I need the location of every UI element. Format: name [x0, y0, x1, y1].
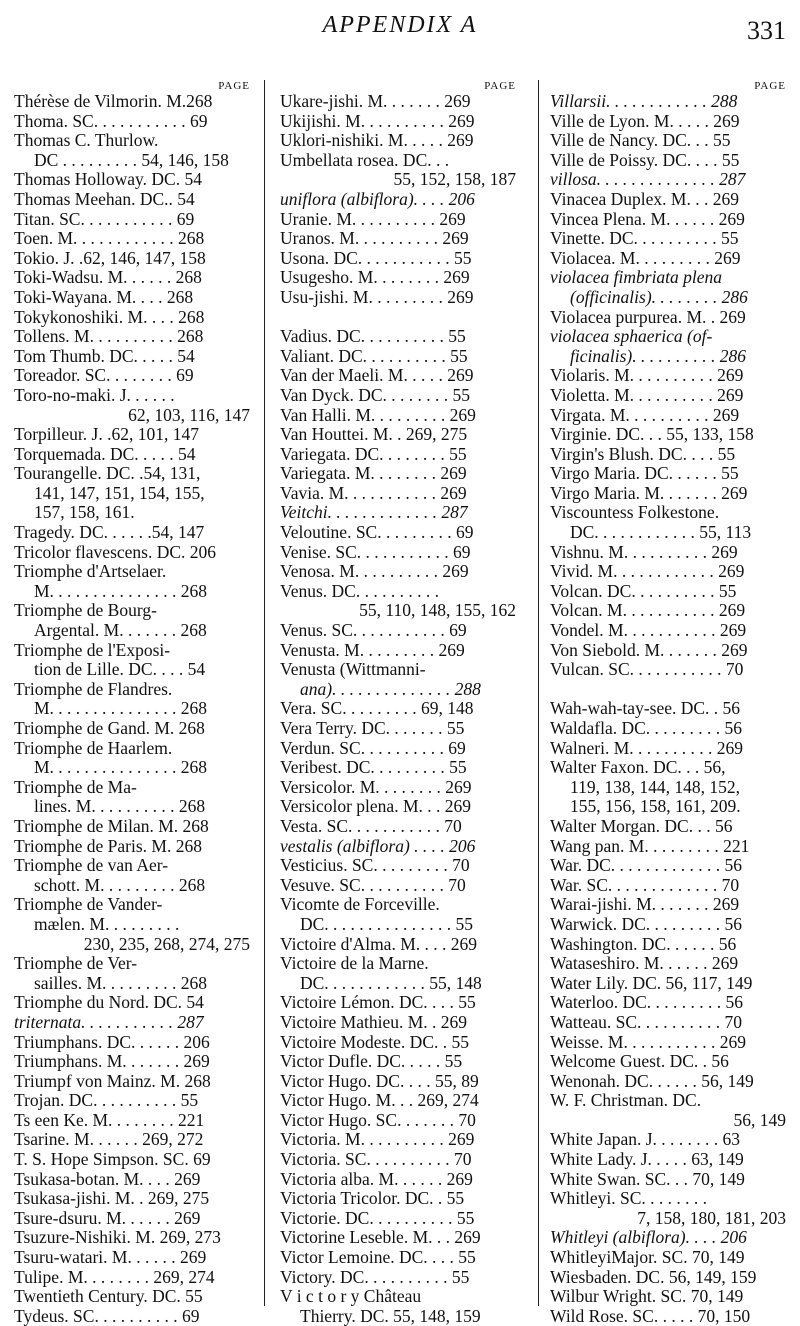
index-entry: Virgin's Blush. DC. . . . 55: [550, 444, 736, 464]
index-entry: Warai-jishi. M. . . . . . . 269: [550, 895, 740, 915]
index-entry: Venusta. M. . . . . . . . . 269: [280, 640, 465, 660]
index-entry: Tsukasa-jishi. M. . 269, 275: [14, 1189, 210, 1209]
index-entry: Vavia. M. . . . . . . . . . . 269: [280, 483, 467, 503]
index-entry: Thierry. DC. 55, 148, 159: [300, 1306, 481, 1326]
index-entry: 55, 110, 148, 155, 162: [359, 601, 516, 621]
index-entry: Triomphe de l'Exposi-: [14, 640, 171, 660]
index-entry: Washington. DC. . . . . . 56: [550, 934, 737, 954]
index-entry: Toreador. SC. . . . . . . . 69: [14, 366, 194, 386]
index-entry: Vinette. DC. . . . . . . . . . 55: [550, 229, 739, 249]
index-entry: 155, 156, 158, 161, 209.: [570, 797, 741, 817]
index-entry: Waldafla. DC. . . . . . . . . 56: [550, 719, 743, 738]
index-entry: Vadius. DC. . . . . . . . . . 55: [280, 327, 466, 347]
index-entry: Victor Hugo. M. . . 269, 274: [280, 1091, 479, 1111]
index-entry: 230, 235, 268, 274, 275: [83, 934, 250, 954]
index-entry: Walter Morgan. DC. . . 56: [550, 816, 733, 836]
index-entry: Ville de Lyon. M. . . . . 269: [550, 111, 740, 131]
index-entry: WhitleyiMajor. SC. 70, 149: [550, 1248, 745, 1268]
index-entry: Vincea Plena. M. . . . . . 269: [550, 209, 745, 229]
index-entry: 7, 158, 180, 181, 203: [637, 1208, 786, 1228]
index-entry: War. DC. . . . . . . . . . . . . 56: [550, 856, 743, 876]
index-entry: Walter Faxon. DC. . . 56,: [550, 758, 726, 778]
index-entry: violacea sphaerica (of-: [550, 327, 713, 347]
index-entry: Triomphe de Milan. M. 268: [14, 816, 209, 836]
column-divider: [538, 80, 539, 1306]
index-entry: Waterloo. DC. . . . . . . . . 56: [550, 993, 744, 1013]
index-entry: Wild Rose. SC. . . . . 70, 150: [550, 1306, 751, 1326]
index-entry: Virginie. DC. . . 55, 133, 158: [550, 425, 754, 445]
index-entry: Triumpf von Mainz. M. 268: [14, 1071, 211, 1091]
index-entry: Venus. DC. . . . . . . . . .: [280, 581, 439, 601]
index-entry: DC . . . . . . . . . 54, 146, 158: [34, 150, 229, 170]
index-entry: Viscountess Folkestone.: [550, 503, 720, 523]
index-entry: lines. M. . . . . . . . . . 268: [34, 797, 206, 817]
index-entry: Van Halli. M. . . . . . . . . 269: [280, 405, 476, 425]
index-entry: sailles. M. . . . . . . . . 268: [34, 973, 208, 993]
index-entry: Venusta (Wittmanni-: [280, 660, 426, 680]
index-entry: Versicolor. M. . . . . . . . 269: [280, 777, 472, 797]
index-entry: Triomphe de Flandres.: [14, 679, 173, 699]
index-entry: Veribest. DC. . . . . . . . . 55: [280, 758, 467, 778]
index-entry: Uklori-nishiki. M. . . . . 269: [280, 131, 474, 151]
index-entry: Thomas Meehan. DC.. 54: [14, 189, 195, 209]
index-entry: Virgo Maria. DC. . . . . . 55: [550, 464, 739, 484]
index-entry: White Lady. J. . . . . 63, 149: [550, 1150, 744, 1170]
index-entry: Victoire Mathieu. M. . 269: [280, 1012, 468, 1032]
index-entry: Virgata. M. . . . . . . . . . 269: [550, 405, 740, 425]
index-entry: Victor Dufle. DC. . . . . 55: [280, 1052, 463, 1072]
index-entry: Thomas C. Thurlow.: [14, 131, 159, 151]
index-entry: Watteau. SC. . . . . . . . . . 70: [550, 1012, 743, 1032]
index-entry: 55, 152, 158, 187: [393, 170, 516, 190]
index-entry: Violacea purpurea. M. . 269: [550, 307, 746, 327]
index-entry: [550, 680, 786, 700]
index-entry: Ville de Nancy. DC. . . 55: [550, 131, 731, 151]
index-entry: Victoire de la Marne.: [280, 954, 429, 974]
index-entry: Vesticius. SC. . . . . . . . . 70: [280, 856, 470, 876]
index-entry: Usona. DC. . . . . . . . . . . 55: [280, 248, 472, 268]
index-entry: Victoire d'Alma. M. . . . 269: [280, 934, 478, 954]
index-entry: Violacea. M. . . . . . . . . 269: [550, 248, 741, 268]
index-entry: V i c t o r y Château: [280, 1287, 422, 1307]
index-entry: Tsuzure-Nishiki. M. 269, 273: [14, 1228, 221, 1248]
index-entry: Tsure-dsuru. M. . . . . . 269: [14, 1208, 201, 1228]
index-entry: uniflora (albiflora). . . . 206: [280, 189, 475, 209]
index-entry: 56, 149: [733, 1110, 786, 1130]
index-entry: Versicolor plena. M. . . 269: [280, 797, 472, 817]
index-entry: 62, 103, 116, 147: [128, 405, 250, 425]
index-entry: Variegata. M. . . . . . . . 269: [280, 464, 467, 484]
index-entry: Warwick. DC. . . . . . . . . 56: [550, 914, 743, 934]
index-column-1: [14, 80, 250, 1326]
index-entry: T. S. Hope Simpson. SC. 69: [14, 1150, 211, 1170]
column-divider: [264, 80, 265, 1306]
index-entry: Thoma. SC. . . . . . . . . . . 69: [14, 111, 208, 131]
page-number: 331: [747, 16, 786, 45]
index-entry: Whitleyi. SC. . . . . . . .: [550, 1189, 708, 1209]
index-entry: Torpilleur. J. .62, 101, 147: [14, 425, 199, 445]
index-entry: Ts een Ke. M. . . . . . . . 221: [14, 1110, 205, 1130]
index-entry: Veloutine. SC. . . . . . . . . 69: [280, 523, 474, 543]
index-entry: Victor Lemoine. DC. . . . 55: [280, 1248, 476, 1268]
index-entry: Virgo Maria. M. . . . . . . 269: [550, 483, 748, 503]
index-entry: Walneri. M. . . . . . . . . . 269: [550, 738, 744, 758]
index-entry: Tokio. J. .62, 146, 147, 158: [14, 248, 206, 268]
index-entry: 141, 147, 151, 154, 155,: [34, 483, 205, 503]
index-entry: Water Lily. DC. 56, 117, 149: [550, 973, 753, 993]
index-entry: Tokykonoshiki. M. . . . 268: [14, 307, 205, 327]
index-entry: violacea fimbriata plena: [550, 268, 723, 288]
index-entry: Tricolor flavescens. DC. 206: [14, 542, 217, 562]
index-entry: ana). . . . . . . . . . . . . . 288: [300, 679, 481, 699]
index-entry: Wang pan. M. . . . . . . . . 221: [550, 836, 750, 856]
index-entry: Victoria Tricolor. DC. . 55: [280, 1189, 465, 1209]
index-entry: Vulcan. SC. . . . . . . . . . . 70: [550, 660, 744, 680]
index-entry: Tulipe. M. . . . . . . . 269, 274: [14, 1267, 215, 1287]
index-entry: War. SC. . . . . . . . . . . . . 70: [550, 875, 740, 895]
index-entry: Victoire Modeste. DC. . 55: [280, 1032, 469, 1052]
index-entry: Usu-jishi. M. . . . . . . . . 269: [280, 287, 474, 307]
index-entry: Volcan. DC. . . . . . . . . . 55: [550, 581, 737, 601]
index-entry: Toen. M. . . . . . . . . . . . 268: [14, 229, 205, 249]
index-entry: Victory. DC. . . . . . . . . . 55: [280, 1267, 470, 1287]
index-entry: Trojan. DC. . . . . . . . . . 55: [14, 1091, 199, 1111]
index-column-2: [280, 80, 516, 1326]
index-entry: Tourangelle. DC. .54, 131,: [14, 464, 201, 484]
index-entry: Welcome Guest. DC. . 56: [550, 1052, 729, 1072]
index-entry: Villarsii. . . . . . . . . . . . 288: [550, 92, 738, 111]
index-entry: Victoria. SC. . . . . . . . . . 70: [280, 1150, 472, 1170]
index-entry: Triomphe de Haarlem.: [14, 738, 173, 758]
index-entry: Valiant. DC. . . . . . . . . . 55: [280, 346, 468, 366]
index-entry: Vicomte de Forceville.: [280, 895, 440, 915]
index-entry: Triumphans. M. . . . . . . 269: [14, 1052, 210, 1072]
index-entry: DC. . . . . . . . . . . . . . . 55: [300, 914, 474, 934]
index-entry: Toki-Wayana. M. . . . 268: [14, 287, 194, 307]
index-entry: Whitleyi (albiflora). . . . 206: [550, 1228, 747, 1248]
index-entry: Variegata. DC. . . . . . . . 55: [280, 444, 467, 464]
index-entry: White Swan. SC. . . 70, 149: [550, 1169, 745, 1189]
index-entry: Vivid. M. . . . . . . . . . . . 269: [550, 562, 745, 582]
index-entry: Wenonah. DC. . . . . . 56, 149: [550, 1071, 754, 1091]
index-entry: vestalis (albiflora) . . . . 206: [280, 836, 476, 856]
index-entry: mælen. M. . . . . . . . .: [34, 914, 180, 934]
index-entry: Victorie. DC. . . . . . . . . . 55: [280, 1208, 475, 1228]
index-entry: Wiesbaden. DC. 56, 149, 159: [550, 1267, 757, 1287]
index-entry: Twentieth Century. DC. 55: [14, 1287, 203, 1307]
index-entry: Toki-Wadsu. M. . . . . . 268: [14, 268, 202, 288]
index-entry: W. F. Christman. DC.: [550, 1091, 702, 1111]
index-entry: Triomphe de Gand. M. 268: [14, 719, 205, 738]
index-entry: Violaris. M. . . . . . . . . . 269: [550, 366, 744, 386]
index-entry: Tsarine. M. . . . . . 269, 272: [14, 1130, 204, 1150]
index-entry: Von Siebold. M. . . . . . . 269: [550, 640, 748, 660]
index-entry: Van der Maeli. M. . . . . 269: [280, 366, 474, 386]
index-entry: Victoire Lémon. DC. . . . 55: [280, 993, 476, 1013]
index-entry: Van Houttei. M. . 269, 275: [280, 425, 468, 445]
index-entry: M. . . . . . . . . . . . . . . 268: [34, 699, 208, 719]
index-entry: Venise. SC. . . . . . . . . . . 69: [280, 542, 471, 562]
index-entry: Uranos. M. . . . . . . . . . 269: [280, 229, 469, 249]
index-entry: (officinalis). . . . . . . . 286: [570, 287, 748, 307]
index-entry: Wah-wah-tay-see. DC. . 56: [550, 699, 741, 719]
index-entry: Veitchi. . . . . . . . . . . . . 287: [280, 503, 468, 523]
index-entry: Triomphe du Nord. DC. 54: [14, 993, 204, 1013]
index-entry: Vondel. M. . . . . . . . . . . 269: [550, 621, 747, 641]
index-entry: Argental. M. . . . . . . 268: [34, 621, 207, 641]
index-entry: Triomphe de Ma-: [14, 777, 137, 797]
page-column-label: PAGE: [754, 80, 786, 92]
index-entry: White Japan. J. . . . . . . . 63: [550, 1130, 741, 1150]
index-entry: Triomphe d'Artselaer.: [14, 562, 167, 582]
index-entry: Vera. SC. . . . . . . . . 69, 148: [280, 699, 474, 719]
index-entry: Tragedy. DC. . . . . .54, 147: [14, 523, 205, 543]
index-entry: M. . . . . . . . . . . . . . . 268: [34, 581, 208, 601]
index-entry: Tollens. M. . . . . . . . . . 268: [14, 327, 204, 347]
index-entry: 119, 138, 144, 148, 152,: [570, 777, 740, 797]
index-entry: M. . . . . . . . . . . . . . . 268: [34, 758, 208, 778]
index-entry: Thérèse de Vilmorin. M.268: [14, 92, 213, 111]
index-column-3: [550, 80, 786, 1326]
index-entry: Thomas Holloway. DC. 54: [14, 170, 202, 190]
index-entry: Van Dyck. DC. . . . . . . . 55: [280, 385, 471, 405]
index-entry: Victoria alba. M. . . . . . 269: [280, 1169, 473, 1189]
page-column-label: PAGE: [484, 80, 516, 92]
index-entry: Violetta. M. . . . . . . . . . 269: [550, 385, 744, 405]
index-entry: Victorine Leseble. M. . . 269: [280, 1228, 481, 1248]
index-entry: Tom Thumb. DC. . . . . 54: [14, 346, 195, 366]
index-entry: Victoria. M. . . . . . . . . . 269: [280, 1130, 475, 1150]
index-entry: Victor Hugo. DC. . . . 55, 89: [280, 1071, 479, 1091]
index-entry: Triumphans. DC. . . . . . 206: [14, 1032, 210, 1052]
index-entry: Victor Hugo. SC. . . . . . . 70: [280, 1110, 476, 1130]
index-entry: Ukare-jishi. M. . . . . . . 269: [280, 92, 471, 111]
index-entry: Venus. SC. . . . . . . . . . . 69: [280, 621, 467, 641]
index-entry: Vesta. SC. . . . . . . . . . . 70: [280, 816, 462, 836]
page-column-label: PAGE: [218, 80, 250, 92]
index-entry: Ukijishi. M. . . . . . . . . . 269: [280, 111, 475, 131]
index-entry: DC. . . . . . . . . . . . 55, 113: [570, 523, 752, 543]
index-entry: Triomphe de Bourg-: [14, 601, 157, 621]
index-entry: Umbellata rosea. DC. . .: [280, 150, 450, 170]
index-entry: Triomphe de Paris. M. 268: [14, 836, 202, 856]
index-entry: Wataseshiro. M. . . . . . 269: [550, 954, 739, 974]
index-entry: triternata. . . . . . . . . . . 287: [14, 1012, 204, 1032]
index-entry: Tsukasa-botan. M. . . . 269: [14, 1169, 201, 1189]
index-entry: DC. . . . . . . . . . . . 55, 148: [300, 973, 482, 993]
index-entry: Triomphe de van Aer-: [14, 856, 169, 876]
index-entry: villosa. . . . . . . . . . . . . . 287: [550, 170, 746, 190]
index-entry: Triomphe de Ver-: [14, 954, 138, 974]
index-entry: schott. M. . . . . . . . . 268: [34, 875, 206, 895]
index-entry: Wilbur Wright. SC. 70, 149: [550, 1287, 744, 1307]
index-entry: Titan. SC. . . . . . . . . . . 69: [14, 209, 195, 229]
index-entry: Volcan. M. . . . . . . . . . . 269: [550, 601, 746, 621]
index-entry: tion de Lille. DC. . . . 54: [34, 660, 206, 680]
index-entry: Weisse. M. . . . . . . . . . . 269: [550, 1032, 746, 1052]
index-entry: Vinacea Duplex. M. . . 269: [550, 189, 739, 209]
index-entry: Ville de Poissy. DC. . . . 55: [550, 150, 740, 170]
index-entry: Vera Terry. DC. . . . . . . 55: [280, 719, 465, 738]
index-entry: 157, 158, 161.: [34, 503, 135, 523]
index-entry: Usugesho. M. . . . . . . . 269: [280, 268, 470, 288]
index-entry: Uranie. M. . . . . . . . . . 269: [280, 209, 466, 229]
page-title: APPENDIX A: [322, 12, 478, 38]
index-entry: Vishnu. M. . . . . . . . . . 269: [550, 542, 738, 562]
index-entry: Vesuve. SC. . . . . . . . . . 70: [280, 875, 466, 895]
index-entry: Venosa. M. . . . . . . . . . 269: [280, 562, 469, 582]
index-entry: Toro-no-maki. J. . . . . .: [14, 385, 175, 405]
index-entry: Verdun. SC. . . . . . . . . . 69: [280, 738, 466, 758]
index-entry: Torquemada. DC. . . . . 54: [14, 444, 196, 464]
index-entry: [280, 308, 516, 328]
index-entry: Tsuru-watari. M. . . . . . 269: [14, 1248, 207, 1268]
index-entry: Triomphe de Vander-: [14, 895, 163, 915]
index-entry: Tydeus. SC. . . . . . . . . . 69: [14, 1306, 200, 1326]
index-entry: ficinalis). . . . . . . . . . 286: [570, 346, 746, 366]
